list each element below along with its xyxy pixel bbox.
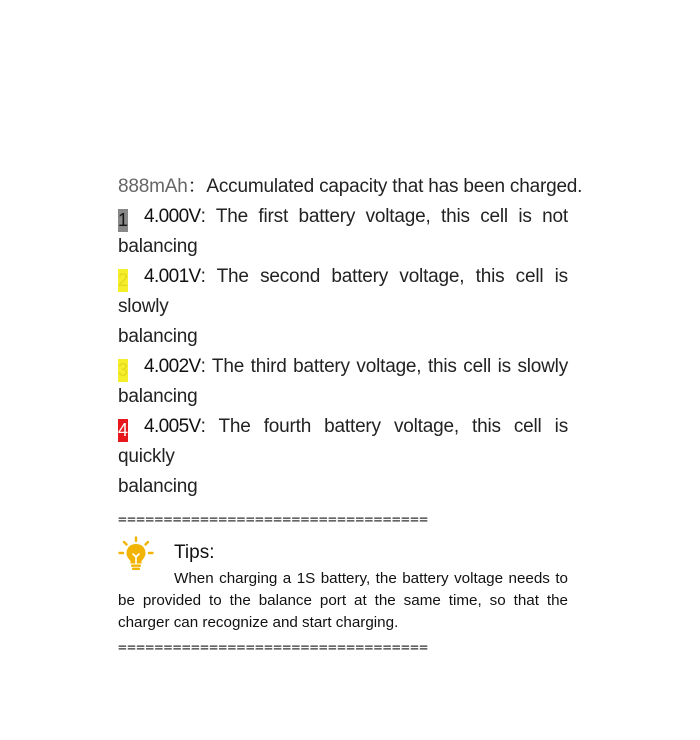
cell-3-voltage: 4.002V [144,356,201,377]
cell-1-voltage: 4.000V [144,206,201,227]
cell-4-description: : The fourth battery voltage, this cell is quickly [118,416,568,467]
tips-body: When charging a 1S battery, the battery voltage needs to be provided to the balance port at the same time, so that the charger can recognize and start charging. [118,570,568,631]
cell-1-continuation: balancing [118,236,198,257]
cell-2-line [118,262,568,322]
cell-2-voltage: 4.001V [144,266,201,287]
cell-4-badge: 4 [118,420,128,440]
cell-3-continuation: balancing [118,386,198,407]
cell-1-description: : The first battery voltage, this cell is not [200,206,568,227]
cell-2-badge: 2 [118,270,128,290]
cell-1-line [118,202,568,232]
capacity-description: Accumulated capacity that has been charged. [206,176,583,197]
capacity-separator: ： [187,176,207,197]
cell-4-voltage: 4.005V [144,416,201,437]
cell-4-entry [118,412,568,502]
divider-top: ================================== [118,512,429,528]
divider-bottom: ================================== [118,640,429,656]
cell-1-entry [118,202,568,262]
cell-4-line [118,412,568,472]
tips-box [118,536,568,634]
cell-3-badge: 3 [118,360,128,380]
cell-2-description: : The second battery voltage, this cell is slowly [118,266,568,317]
cell-1-badge: 1 [118,210,128,230]
cell-4-continuation: balancing [118,476,198,497]
cell-2-entry [118,262,568,352]
capacity-value: 888mAh [118,176,188,197]
lightbulb-icon [118,536,154,572]
capacity-line [118,172,583,202]
cell-3-entry [118,352,568,412]
tips-title: Tips: [174,542,215,563]
cell-3-description: : The third battery voltage, this cell is slowly [200,356,568,377]
cell-3-line [118,352,568,382]
cell-2-continuation: balancing [118,326,198,347]
document-body [118,172,583,658]
